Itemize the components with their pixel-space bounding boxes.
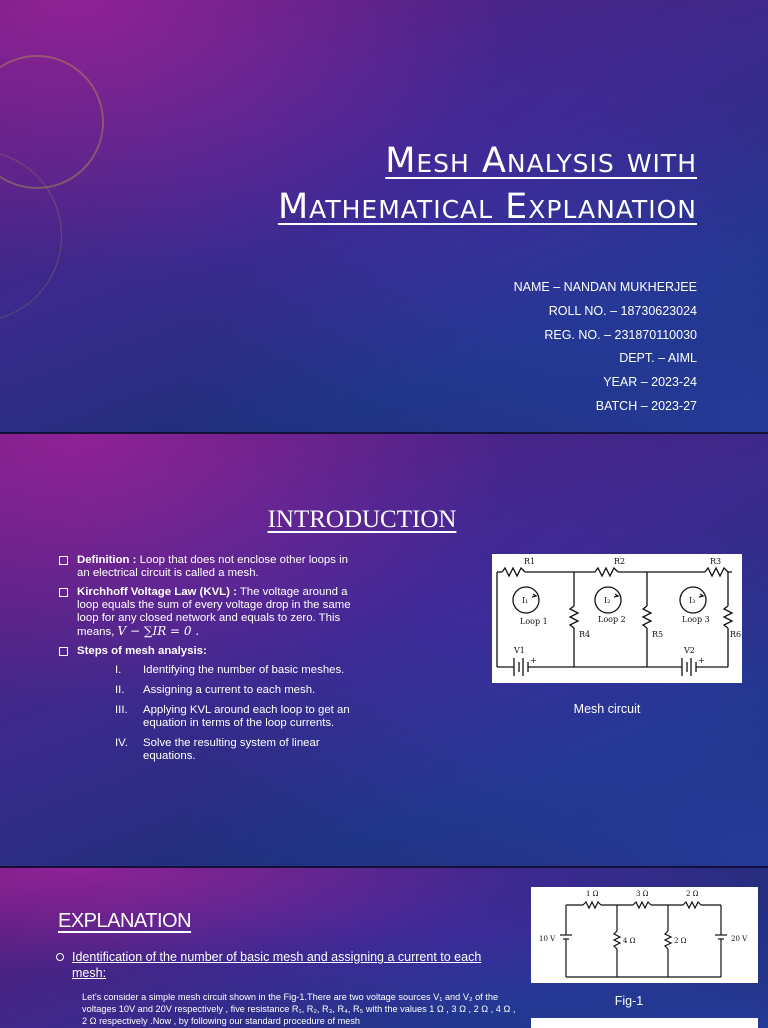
slide-title: EXPLANATION xyxy=(58,910,192,932)
info-year: YEAR – 2023-24 xyxy=(603,375,697,390)
label-loop2: Loop 2 xyxy=(598,615,626,624)
explanation-bullet xyxy=(56,949,516,981)
fig-label: 2 Ω xyxy=(674,937,687,945)
partial-figure xyxy=(531,1018,758,1028)
info-batch: BATCH – 2023-27 xyxy=(595,398,697,413)
list-item xyxy=(115,664,359,677)
fig-label: 2 Ω xyxy=(686,890,699,898)
mesh-circuit-diagram xyxy=(492,554,742,683)
step-number: I. xyxy=(115,664,122,676)
fig-1-diagram xyxy=(531,887,758,983)
fig-label: 10 V xyxy=(539,935,556,943)
list-item xyxy=(115,737,359,763)
label-r4: R4 xyxy=(579,630,591,639)
title-slide xyxy=(0,0,768,432)
label-i1: I₁ xyxy=(522,596,529,605)
step-text: Assigning a current to each mesh. xyxy=(143,684,316,696)
step-text: Identifying the number of basic meshes. xyxy=(143,664,345,676)
intro-body xyxy=(59,554,359,770)
step-number: II. xyxy=(115,684,125,696)
step-text: Solve the resulting system of linear equations. xyxy=(143,737,320,762)
steps-bullet xyxy=(59,645,359,658)
introduction-slide xyxy=(0,434,768,866)
slide-title: INTRODUCTION xyxy=(267,506,457,533)
definition-text: Loop that does not enclose other loops in an electrical circuit is called a mesh. xyxy=(77,554,348,579)
info-name: NAME – NANDAN MUKHERJEE xyxy=(513,280,697,294)
kvl-formula: V − ∑IR = 0 . xyxy=(117,624,200,638)
label-r5: R5 xyxy=(652,630,664,639)
mesh-circuit-figure xyxy=(492,554,742,683)
label-r1: R1 xyxy=(524,557,536,566)
kvl-text: The voltage around a loop equals the sum of every voltage drop in the same loop for any closed network and equals to zero. This means, xyxy=(77,586,351,638)
figure-caption: Fig-1 xyxy=(614,994,644,1008)
fig-label: 3 Ω xyxy=(636,890,649,898)
label-r3: R3 xyxy=(710,557,722,566)
step-text: Applying KVL around each loop to get an equation in terms of the loop currents. xyxy=(143,704,350,729)
label-r2: R2 xyxy=(614,557,626,566)
label-i3: I₃ xyxy=(689,596,696,605)
label-v1: V1 xyxy=(514,646,525,655)
steps-label: Steps of mesh analysis: xyxy=(77,645,207,657)
plus-sign: + xyxy=(530,656,537,665)
step-number: III. xyxy=(115,704,128,716)
steps-list xyxy=(115,664,359,763)
figure-caption: Mesh circuit xyxy=(573,702,641,716)
list-item xyxy=(115,704,359,730)
info-roll: ROLL NO. – 18730623024 xyxy=(548,303,697,318)
slide-title: Mesh Analysis with Mathematical Explanation xyxy=(277,141,697,227)
label-r6: R6 xyxy=(730,630,742,639)
definition-label: Definition : xyxy=(77,554,137,566)
circle-bullet-icon xyxy=(56,953,64,961)
explanation-slide xyxy=(0,868,768,1028)
fig-label: 4 Ω xyxy=(623,937,636,945)
author-info xyxy=(514,276,697,419)
step-number: IV. xyxy=(115,737,128,749)
checkbox-bullet-icon xyxy=(59,647,68,656)
bullet-text: Identification of the number of basic mesh and assigning a current to each mesh: xyxy=(72,950,482,980)
fig-1-circuit xyxy=(531,887,758,983)
kvl-label: Kirchhoff Voltage Law (KVL) : xyxy=(77,586,237,598)
checkbox-bullet-icon xyxy=(59,588,68,597)
checkbox-bullet-icon xyxy=(59,556,68,565)
label-loop1: Loop 1 xyxy=(520,617,548,626)
definition-bullet xyxy=(59,554,359,580)
info-dept: DEPT. – AIML xyxy=(619,351,697,366)
info-reg: REG. NO. – 231870110030 xyxy=(544,327,697,342)
kvl-bullet xyxy=(59,586,359,639)
label-loop3: Loop 3 xyxy=(682,615,710,624)
label-v2: V2 xyxy=(684,646,695,655)
list-item xyxy=(115,684,359,697)
label-i2: I₂ xyxy=(604,596,611,605)
fig-label: 1 Ω xyxy=(586,890,599,898)
explanation-paragraph: Let’s consider a simple mesh circuit shown in the Fig-1.There are two voltage sources V₁ and V₂ of the voltages 10V and 20V respectively , five resistance R₁, R₂, R₃, R₄, R₅ with the values 1 Ω , 3 Ω , 2 Ω , 4 Ω , 2 Ω respectively .Now , by following our standard procedure of mesh xyxy=(82,992,516,1026)
fig-label: 20 V xyxy=(731,935,748,943)
plus-sign: + xyxy=(698,656,705,665)
